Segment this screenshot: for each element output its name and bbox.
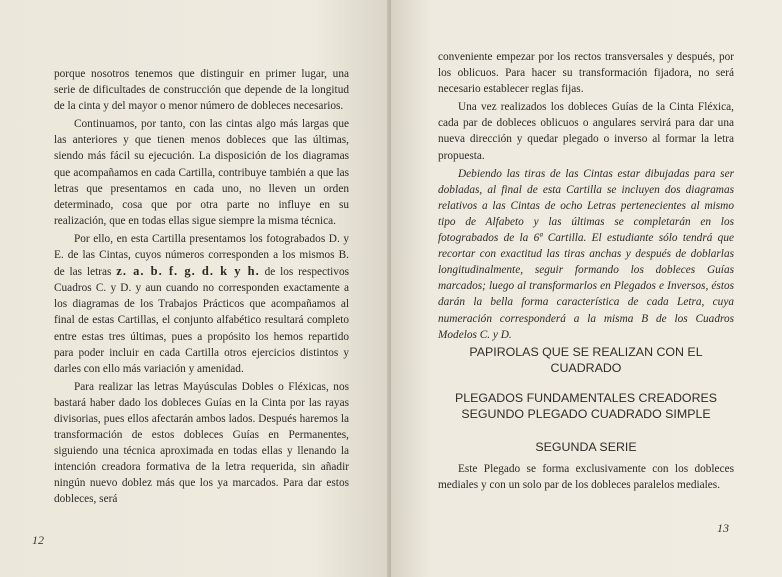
left-page <box>0 0 389 577</box>
section-headings <box>438 344 734 455</box>
right-paragraph-italic: Debiendo las tiras de las Cintas estar dibujadas para ser dobladas, al final de esta Cartilla se incluyen dos diagramas relativos a las Cintas de ocho Letras pertenecientes al mismo tipo de Alfabeto y las últimas se completarán en los fotograbados de la 6ª Cartilla. El estudiante sólo tendrá que recortar con exactitud las tiras anchas y después de doblarlas longitudinalmente, seguir formando los dobleces Guías marcados; luego al transformarlos en Plegados e Inversos, éstos darán la bella forma característica de cada Letra, cuya numeración corresponderá a la misma B de los Cuadros Modelos C. y D. <box>438 167 734 341</box>
left-paragraph-1: porque nosotros tenemos que distinguir en primer lugar, una serie de dificultades de construcción que depende de la longitud de la cinta y del mayor o menor número de dobleces necesarios. <box>54 68 349 113</box>
right-page <box>391 0 782 577</box>
left-paragraph-4: Para realizar las letras Mayúsculas Dobles o Fléxicas, nos bastará haber dado los dobleces Guías en la Cinta por las rayas divisorias, pues ellos afectarán ambos lados. Después haremos la transformación de estos dobleces Guías en Permanentes, siguiendo una técnica aproximada en todas ellas y llenando la intención creadora formativa de la letra requerida, sin añadir ningún nuevo doblez más que los ya marcados. Para dar estos dobleces, será <box>54 380 349 506</box>
left-paragraph-3 <box>54 231 349 377</box>
right-paragraph-2: Una vez realizados los dobleces Guías de la Cinta Fléxica, cada par de dobleces oblicuos o angulares servirá para dar una nueva dirección y quedar plegado o inverso al formar la letra propuesta. <box>438 101 734 162</box>
heading-plegados-line-1: PLEGADOS FUNDAMENTALES CREADORES <box>454 391 718 405</box>
left-paragraph-3-start: Por ello, en esta Cartilla presentamos los fotograbados D. y E. de las Cintas, cuyos números corresponden a los mismos B. de las letras <box>54 232 349 279</box>
heading-papirolas: PAPIROLAS QUE SE REALIZAN CON EL CUADRADO <box>469 345 703 375</box>
left-paragraph-3-end: de los respectivos Cuadros C. y D. y aun cuando no corresponden exactamente a los diagramas de los Trabajos Prácticos que acompañamos al final de estas Cartillas, el conjunto alfabético resultará completo entre estas tres últimas, pues a propósito los hemos repartido para poder incluir en cada Cartilla otros ejercicios distintos y darles con ello más variación y amenidad. <box>54 266 349 375</box>
right-page-text <box>438 49 734 343</box>
right-final-paragraph-box <box>438 461 734 493</box>
left-page-text <box>54 66 349 508</box>
heading-segunda-serie: SEGUNDA SERIE <box>535 440 637 454</box>
heading-plegados-line-2: SEGUNDO PLEGADO CUADRADO SIMPLE <box>461 407 711 421</box>
page-number-right: 13 <box>717 521 729 535</box>
letter-list: z. a. b. f. g. d. k y h. <box>116 264 260 279</box>
page-number-left: 12 <box>32 533 44 547</box>
right-final-paragraph: Este Plegado se forma exclusivamente con los dobleces mediales y con un solo par de los dobleces paralelos mediales. <box>438 463 734 492</box>
left-paragraph-2: Continuamos, por tanto, con las cintas algo más largas que las anteriores y que tienen menos dobleces que las últimas, siendo más fácil su ejecución. La disposición de los diagramas que acompañamos en cada Cartilla, contribuye también a que las letras que presentamos en cada uno, no lleven un orden determinado, cosa que por otra parte no influye en su realización, que en todas ellas sigue siempre la misma técnica. <box>54 118 349 227</box>
right-paragraph-1: conveniente empezar por los rectos transversales y después, por los oblicuos. Para hacer su transformación fijadora, no será necesario establecer reglas fijas. <box>438 51 734 96</box>
